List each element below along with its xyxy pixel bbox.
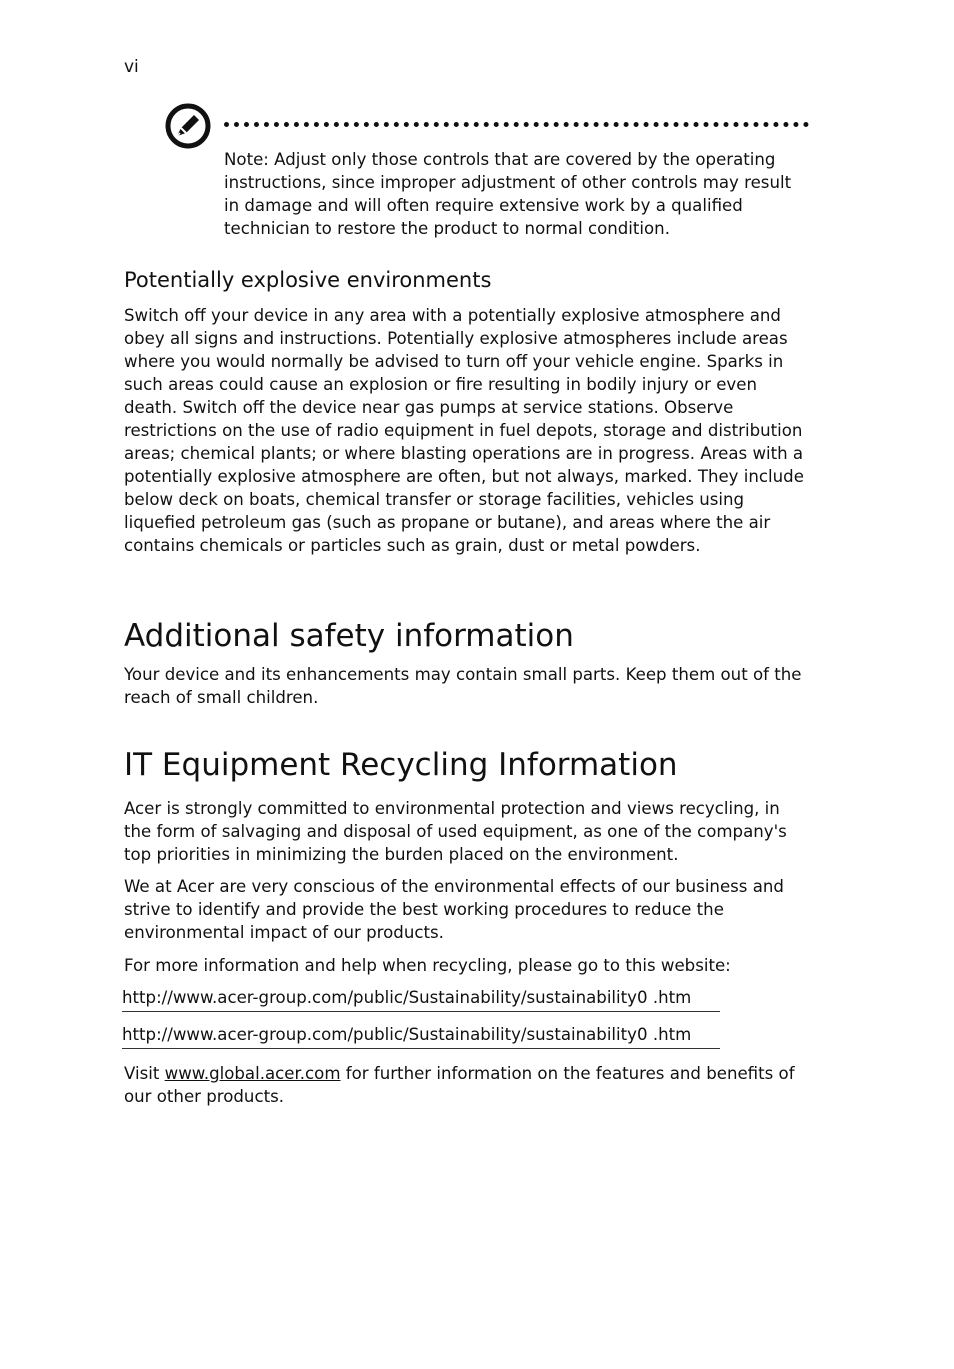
- explosive-paragraph: Switch off your device in any area with a potentially explosive atmosphere and obey all signs and instructions. Potentially explosive atmospheres include areas where you would normally be advised to turn off your vehicle engine. Sparks in such areas could cause an explosion or fire resulting in bodily injury or even death. Switch off the device near gas pumps at service stations. Observe restrictions on the use of radio equipment in fuel depots, storage and distribution areas; chemical plants; or where blasting operations are in progress. Areas with a potentially explosive atmosphere are often, but not always, marked. They include below deck on boats, chemical transfer or storage facilities, vehicles using liquefied petroleum gas (such as propane or butane), and areas where the air contains chemicals or particles such as grain, dust or metal powders.: [124, 306, 804, 555]
- recycling-heading: IT Equipment Recycling Information: [124, 747, 678, 783]
- note-text: [224, 148, 809, 240]
- recycling-paragraph-2: We at Acer are very conscious of the environmental effects of our business and strive to identify and provide the best working procedures to reduce the environmental impact of our products.: [124, 877, 784, 942]
- note-body: Adjust only those controls that are covered by the operating instructions, since improper adjustment of other controls may result in damage and will often require extensive work by a qualified technician to restore the product to normal condition.: [224, 150, 792, 238]
- explosive-heading: Potentially explosive environments: [124, 268, 492, 292]
- visit-suffix: for further information on the features and benefits of our other products.: [124, 1064, 795, 1106]
- recycling-paragraph-3: For more information and help when recycling, please go to this website:: [124, 956, 731, 975]
- note-label: Note:: [224, 150, 269, 169]
- additional-safety-heading: Additional safety information: [124, 618, 574, 654]
- additional-safety-paragraph: Your device and its enhancements may contain small parts. Keep them out of the reach of small children.: [124, 665, 802, 707]
- page-number: vi: [124, 57, 139, 77]
- recycling-url-1[interactable]: http://www.acer-group.com/public/Sustainability/sustainability0 .htm: [122, 987, 720, 1012]
- global-acer-link[interactable]: www.global.acer.com: [164, 1064, 341, 1083]
- visit-paragraph: [124, 1062, 808, 1108]
- recycling-paragraph-1: Acer is strongly committed to environmental protection and views recycling, in the form of salvaging and disposal of used equipment, as one of the company's top priorities in minimizing the burden placed on the environment.: [124, 799, 787, 864]
- visit-prefix: Visit: [124, 1064, 165, 1083]
- note-pen-icon: [164, 102, 212, 150]
- note-dotted-rule: [224, 122, 809, 127]
- recycling-url-2[interactable]: http://www.acer-group.com/public/Sustainability/sustainability0 .htm: [122, 1024, 720, 1049]
